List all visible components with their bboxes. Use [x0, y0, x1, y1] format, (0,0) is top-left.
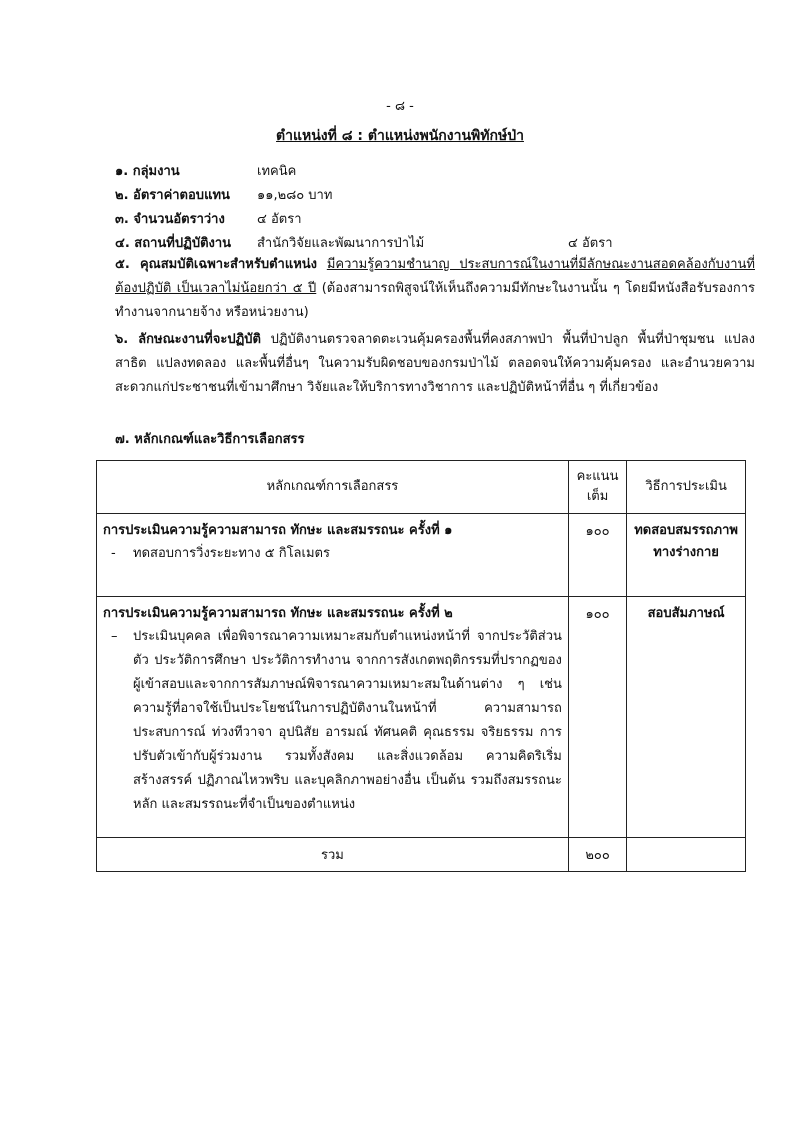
total-label: รวม — [97, 838, 569, 872]
table-row — [97, 514, 746, 597]
duties-label: ๖. ลักษณะงานที่จะปฏิบัติ — [115, 332, 261, 347]
criteria-cell — [97, 597, 569, 838]
qualification-paragraph — [115, 253, 755, 325]
field-label-group: ๑. กลุ่มงาน — [115, 164, 180, 179]
page-number: - ๘ - — [386, 99, 414, 114]
criteria-title: การประเมินความรู้ความสามารถ ทักษะ และสมรรถนะ ครั้งที่ ๑ — [103, 523, 453, 538]
total-method — [627, 838, 746, 872]
duties-paragraph — [115, 328, 755, 400]
qualification-label: ๕. คุณสมบัติเฉพาะสำหรับตำแหน่ง — [115, 257, 318, 272]
method-cell: สอบสัมภาษณ์ — [627, 597, 746, 838]
table-header-row — [97, 461, 746, 514]
field-value-salary: ๑๑,๒๘๐ บาท — [257, 188, 333, 203]
score-cell: ๑๐๐ — [568, 514, 626, 597]
criteria-bullet — [103, 542, 562, 566]
criteria-cell — [97, 514, 569, 597]
criteria-bullet-text: ทดสอบการวิ่งระยะทาง ๕ กิโลเมตร — [133, 546, 330, 561]
field-value-workplace: สำนักวิจัยและพัฒนาการป่าไม้ — [257, 236, 425, 251]
position-title: ตำแหน่งที่ ๘ : ตำแหน่งพนักงานพิทักษ์ป่า — [276, 128, 524, 144]
field-label-salary: ๒. อัตราค่าตอบแทน — [115, 188, 230, 203]
bullet-dash-icon: - — [111, 546, 116, 561]
bullet-dash-icon: – — [111, 629, 118, 644]
field-label-vacancies: ๓. จำนวนอัตราว่าง — [115, 212, 225, 227]
criteria-bullet — [103, 625, 562, 817]
header-method: วิธีการประเมิน — [627, 461, 746, 514]
method-cell: ทดสอบสมรรถภาพทางร่างกาย — [627, 514, 746, 597]
field-value-workplace-count: ๔ อัตรา — [568, 236, 613, 251]
criteria-heading: ๗. หลักเกณฑ์และวิธีการเลือกสรร — [115, 432, 305, 447]
field-value-group: เทคนิค — [257, 164, 297, 179]
total-score: ๒๐๐ — [568, 838, 626, 872]
field-label-workplace: ๔. สถานที่ปฏิบัติงาน — [115, 236, 232, 251]
table-row — [97, 597, 746, 838]
qualification-requirement: มีความรู้ความชำนาญ ประสบการณ์ในงานที่มีลักษณะงานสอดคล้องกับงานที่ต้องปฏิบัติ เป็นเวลาไม่น้อยกว่า ๕ ปี — [115, 257, 755, 296]
selection-criteria-table — [96, 460, 746, 872]
criteria-bullet-text: ประเมินบุคคล เพื่อพิจารณาความเหมาะสมกับตำแหน่งหน้าที่ จากประวัติส่วนตัว ประวัติการศึกษา ประวัติการทำงาน จากการสังเกตพฤติกรรมที่ปรากฏของผู้เข้าสอบและจากการสัมภาษณ์พิจารณาความเหมาะสมในด้านต่าง ๆ เช่น ความรู้ที่อาจใช้เป็นประโยชน์ในการปฏิบัติงานในหน้าที่ ความสามารถ ประสบการณ์ ท่วงทีวาจา อุปนิสัย อารมณ์ ทัศนคติ คุณธรรม จริยธรรม การปรับตัวเข้ากับผู้ร่วมงาน รวมทั้งสังคม และสิ่งแวดล้อม ความคิดริเริ่มสร้างสรรค์ ปฏิภาณไหวพริบ และบุคลิกภาพอย่างอื่น เป็นต้น รวมถึงสมรรถนะหลัก และสมรรถนะที่จำเป็นของตำแหน่ง — [133, 629, 562, 812]
header-full-score: คะแนนเต็ม — [568, 461, 626, 514]
header-criteria: หลักเกณฑ์การเลือกสรร — [97, 461, 569, 514]
duties-text: ปฏิบัติงานตรวจลาดตะเวนคุ้มครองพื้นที่คงสภาพป่า พื้นที่ป่าปลูก พื้นที่ป่าชุมชน แปลงสาธิต แปลงทดลอง และพื้นที่อื่นๆ ในความรับผิดชอบของกรมป่าไม้ ตลอดจนให้ความคุ้มครอง และอำนวยความสะดวกแก่ประชาชนที่เข้ามาศึกษา วิจัยและให้บริการทางวิชาการ และปฏิบัติหน้าที่อื่น ๆ ที่เกี่ยวข้อง — [115, 332, 756, 395]
score-cell: ๑๐๐ — [568, 597, 626, 838]
field-value-vacancies: ๔ อัตรา — [257, 212, 302, 227]
criteria-title: การประเมินความรู้ความสามารถ ทักษะ และสมรรถนะ ครั้งที่ ๒ — [103, 606, 453, 621]
table-total-row — [97, 838, 746, 872]
qualification-note: (ต้องสามารถพิสูจน์ให้เห็นถึงความมีทักษะในงานนั้น ๆ โดยมีหนังสือรับรองการทำงานจากนายจ้าง หรือหน่วยงาน) — [115, 281, 755, 320]
